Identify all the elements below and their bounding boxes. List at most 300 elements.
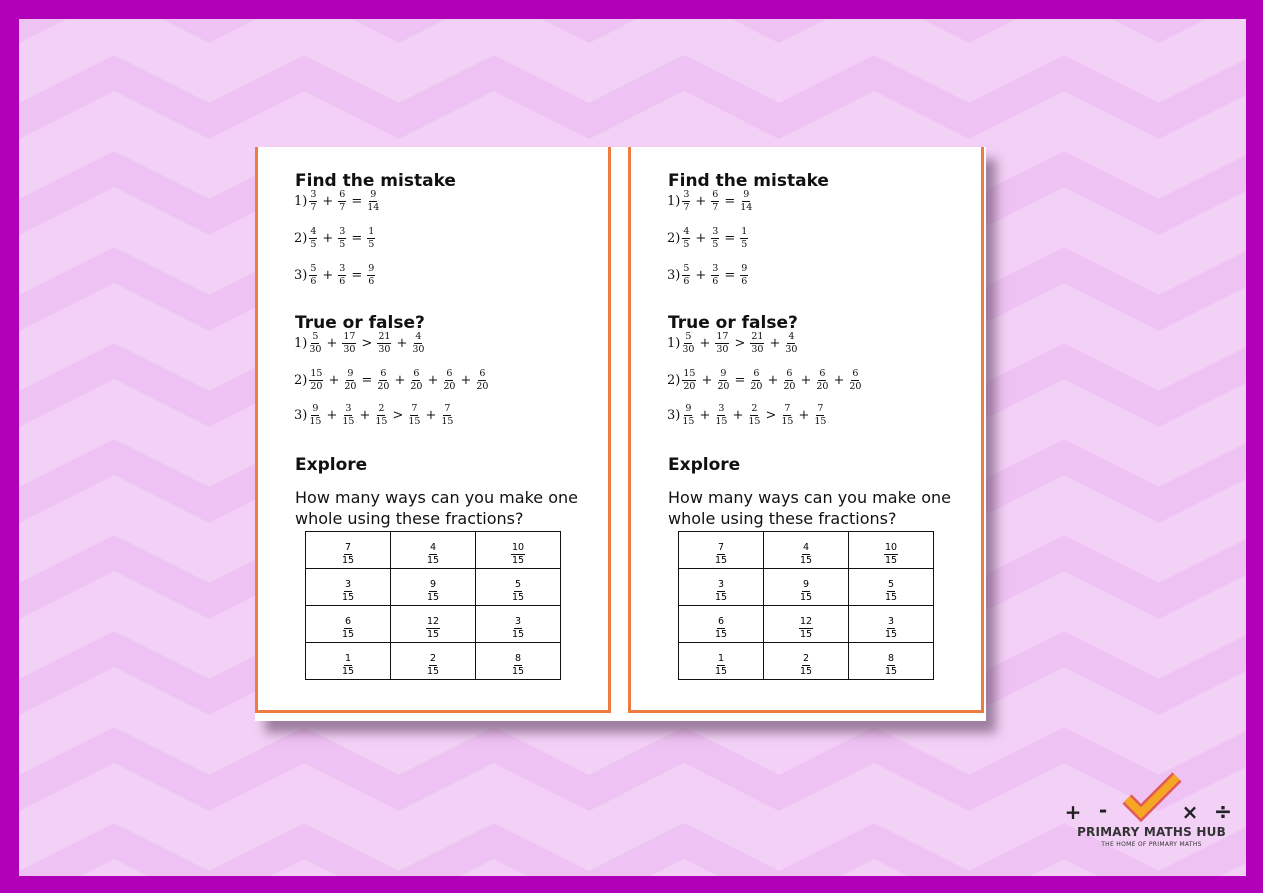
fraction-denominator: 15	[714, 665, 728, 677]
fraction-denominator: 5	[339, 239, 346, 250]
fraction-numerator: 1	[368, 226, 375, 237]
fraction-denominator: 20	[476, 381, 489, 392]
fraction	[715, 617, 727, 640]
grid-cell	[306, 569, 391, 606]
fraction-denominator: 15	[341, 554, 355, 566]
fraction-denominator: 20	[443, 381, 456, 392]
grid-row	[306, 532, 561, 569]
true-false-problem	[667, 332, 799, 355]
fraction-denominator: 20	[683, 381, 696, 392]
fraction	[427, 654, 439, 677]
find-mistake-problem	[667, 190, 754, 213]
fraction	[511, 543, 525, 566]
true-false-problem	[294, 369, 490, 392]
fraction-numerator: 2	[802, 652, 810, 664]
fraction	[800, 580, 812, 603]
fraction	[410, 369, 422, 392]
fraction-grid	[678, 531, 934, 680]
fraction-numerator: 6	[479, 368, 486, 379]
fraction	[309, 332, 321, 355]
fraction-denominator: 5	[310, 239, 317, 250]
fraction	[342, 332, 356, 355]
operator: +	[699, 336, 711, 351]
fraction-denominator: 15	[799, 554, 813, 566]
fraction-denominator: 15	[799, 628, 813, 640]
grid-cell	[849, 606, 934, 643]
fraction-grid	[305, 531, 561, 680]
fraction-numerator: 9	[743, 189, 750, 200]
fraction-numerator: 9	[429, 578, 437, 590]
explore-question: How many ways can you make one whole using these fractions?	[295, 488, 578, 528]
fraction-numerator: 3	[718, 403, 725, 414]
fraction	[715, 654, 727, 677]
fraction	[344, 369, 356, 392]
fraction-numerator: 5	[312, 331, 319, 342]
fraction-denominator: 7	[683, 202, 690, 213]
fraction	[342, 580, 354, 603]
fraction-numerator: 3	[712, 226, 719, 237]
fraction-numerator: 5	[683, 263, 690, 274]
fraction-numerator: 2	[429, 652, 437, 664]
fraction-denominator: 15	[426, 554, 440, 566]
grid-cell	[476, 532, 561, 569]
problem-number: 2)	[294, 231, 308, 246]
true-false-problem	[667, 369, 863, 392]
fraction-denominator: 15	[426, 591, 440, 603]
operator: +	[328, 373, 340, 388]
fraction-numerator: 17	[716, 331, 729, 342]
fraction-denominator: 20	[344, 381, 357, 392]
operator: +	[833, 373, 845, 388]
find-mistake-problem	[294, 227, 377, 250]
fraction	[342, 543, 354, 566]
fraction-numerator: 12	[799, 615, 813, 627]
find-mistake-problem	[667, 264, 750, 287]
grid-cell	[476, 643, 561, 680]
fraction	[785, 332, 797, 355]
grid-cell	[764, 532, 849, 569]
fraction	[885, 580, 897, 603]
fraction-numerator: 4	[683, 226, 690, 237]
explore-question: How many ways can you make one whole using these fractions?	[668, 488, 951, 528]
operator: =	[734, 373, 746, 388]
problem-number: 3)	[294, 408, 308, 423]
fraction-denominator: 15	[375, 416, 388, 427]
fraction-denominator: 30	[785, 344, 798, 355]
fraction	[338, 190, 346, 213]
fraction-numerator: 9	[802, 578, 810, 590]
true-false-problem	[294, 332, 426, 355]
worksheet-panel-left	[255, 147, 611, 713]
fraction-numerator: 4	[310, 226, 317, 237]
operator: =	[351, 231, 363, 246]
explore-heading: Explore	[295, 455, 368, 475]
fraction-numerator: 3	[514, 615, 522, 627]
fraction-denominator: 14	[740, 202, 753, 213]
grid-row	[679, 606, 934, 643]
fraction-numerator: 6	[344, 615, 352, 627]
fraction-numerator: 3	[339, 263, 346, 274]
fraction-numerator: 6	[786, 368, 793, 379]
fraction-denominator: 15	[309, 416, 322, 427]
chevron-background	[19, 19, 1246, 876]
fraction	[799, 617, 813, 640]
true-false-heading: True or false?	[295, 313, 425, 333]
grid-cell	[679, 643, 764, 680]
fraction	[682, 227, 690, 250]
fraction-denominator: 30	[343, 344, 356, 355]
fraction-numerator: 6	[413, 368, 420, 379]
fraction	[427, 580, 439, 603]
fraction-denominator: 15	[714, 628, 728, 640]
fraction-numerator: 6	[380, 368, 387, 379]
operator: >	[361, 336, 373, 351]
fraction	[715, 580, 727, 603]
fraction	[682, 404, 694, 427]
fraction-numerator: 7	[411, 403, 418, 414]
worksheet-preview	[255, 147, 986, 721]
operator: =	[724, 268, 736, 283]
fraction-denominator: 15	[799, 665, 813, 677]
fraction	[342, 654, 354, 677]
fraction-numerator: 9	[685, 403, 692, 414]
fraction	[781, 404, 793, 427]
true-false-problem	[667, 404, 828, 427]
fraction-denominator: 14	[367, 202, 380, 213]
fraction-denominator: 20	[816, 381, 829, 392]
fraction-numerator: 17	[343, 331, 356, 342]
fraction-denominator: 20	[849, 381, 862, 392]
fraction	[408, 404, 420, 427]
find-mistake-problem	[294, 190, 381, 213]
problem-number: 1)	[667, 336, 681, 351]
grid-cell	[679, 569, 764, 606]
grid-cell	[476, 606, 561, 643]
fraction	[800, 543, 812, 566]
operator: +	[322, 231, 334, 246]
fraction-denominator: 15	[884, 554, 898, 566]
fraction-denominator: 5	[741, 239, 748, 250]
fraction-numerator: 5	[685, 331, 692, 342]
fraction-numerator: 6	[339, 189, 346, 200]
fraction	[476, 369, 488, 392]
fraction-numerator: 7	[784, 403, 791, 414]
fraction-denominator: 20	[377, 381, 390, 392]
grid-row	[306, 606, 561, 643]
fraction	[849, 369, 861, 392]
problem-number: 2)	[667, 231, 681, 246]
fraction	[309, 227, 317, 250]
fraction-denominator: 20	[783, 381, 796, 392]
fraction-denominator: 15	[884, 628, 898, 640]
operator: +	[326, 408, 338, 423]
fraction-denominator: 15	[511, 591, 525, 603]
operator: +	[732, 408, 744, 423]
operator: +	[695, 268, 707, 283]
fraction-numerator: 6	[819, 368, 826, 379]
fraction-denominator: 20	[717, 381, 730, 392]
fraction-denominator: 15	[715, 416, 728, 427]
operator: >	[765, 408, 777, 423]
fraction	[740, 264, 748, 287]
fraction-numerator: 5	[310, 263, 317, 274]
operator: >	[392, 408, 404, 423]
fraction	[377, 369, 389, 392]
fraction-numerator: 9	[720, 368, 727, 379]
operator: +	[701, 373, 713, 388]
grid-cell	[764, 643, 849, 680]
fraction-numerator: 15	[683, 368, 696, 379]
primary-maths-hub-logo	[1059, 769, 1244, 854]
fraction	[512, 654, 524, 677]
explore-heading: Explore	[668, 455, 741, 475]
fraction-denominator: 30	[378, 344, 391, 355]
chevron-stripe	[19, 55, 1246, 139]
fraction-denominator: 15	[342, 416, 355, 427]
fraction-numerator: 1	[717, 652, 725, 664]
grid-cell	[391, 606, 476, 643]
grid-cell	[391, 569, 476, 606]
fraction	[375, 404, 387, 427]
fraction-denominator: 20	[750, 381, 763, 392]
fraction-denominator: 15	[714, 591, 728, 603]
fraction-denominator: 15	[341, 665, 355, 677]
operator: +	[769, 336, 781, 351]
fraction	[426, 617, 440, 640]
divide-icon: ÷	[1213, 800, 1233, 824]
fraction-numerator: 8	[887, 652, 895, 664]
operator: +	[695, 231, 707, 246]
fraction	[443, 369, 455, 392]
operator: >	[734, 336, 746, 351]
problem-number: 3)	[667, 268, 681, 283]
operator: =	[724, 231, 736, 246]
fraction-numerator: 6	[712, 189, 719, 200]
fraction-denominator: 5	[368, 239, 375, 250]
operator: +	[798, 408, 810, 423]
fraction-numerator: 9	[312, 403, 319, 414]
fraction-numerator: 4	[802, 541, 810, 553]
problem-number: 3)	[667, 408, 681, 423]
grid-cell	[391, 643, 476, 680]
fraction-denominator: 6	[741, 276, 748, 287]
fraction	[682, 264, 690, 287]
fraction	[717, 369, 729, 392]
find-mistake-heading: Find the mistake	[295, 171, 456, 191]
fraction-denominator: 6	[339, 276, 346, 287]
operator: +	[322, 268, 334, 283]
times-icon: ×	[1181, 800, 1199, 824]
fraction	[412, 332, 424, 355]
fraction	[885, 654, 897, 677]
fraction-numerator: 3	[887, 615, 895, 627]
fraction-numerator: 3	[717, 578, 725, 590]
operator: =	[351, 268, 363, 283]
fraction-denominator: 15	[748, 416, 761, 427]
fraction-denominator: 15	[682, 416, 695, 427]
operator: =	[724, 194, 736, 209]
fraction-numerator: 5	[887, 578, 895, 590]
problem-number: 3)	[294, 268, 308, 283]
minus-icon: -	[1098, 798, 1108, 822]
grid-cell	[679, 532, 764, 569]
fraction	[885, 617, 897, 640]
fraction	[748, 404, 760, 427]
problem-number: 1)	[294, 336, 308, 351]
fraction-numerator: 2	[751, 403, 758, 414]
fraction-numerator: 3	[683, 189, 690, 200]
fraction	[814, 404, 826, 427]
fraction-denominator: 30	[412, 344, 425, 355]
operator: +	[427, 373, 439, 388]
grid-cell	[306, 532, 391, 569]
true-false-problem	[294, 404, 455, 427]
grid-cell	[849, 569, 934, 606]
fraction-numerator: 4	[415, 331, 422, 342]
fraction-denominator: 6	[310, 276, 317, 287]
fraction	[309, 264, 317, 287]
operator: =	[361, 373, 373, 388]
fraction-denominator: 15	[799, 591, 813, 603]
fraction	[309, 404, 321, 427]
fraction-numerator: 6	[717, 615, 725, 627]
operator: +	[699, 408, 711, 423]
fraction	[309, 190, 317, 213]
grid-row	[679, 643, 934, 680]
operator: +	[695, 194, 707, 209]
fraction-numerator: 4	[429, 541, 437, 553]
fraction	[342, 404, 354, 427]
fraction-numerator: 3	[310, 189, 317, 200]
grid-cell	[849, 532, 934, 569]
fraction	[338, 264, 346, 287]
fraction-denominator: 30	[716, 344, 729, 355]
fraction-numerator: 15	[310, 368, 323, 379]
fraction-numerator: 10	[511, 541, 525, 553]
fraction	[309, 369, 323, 392]
operator: +	[800, 373, 812, 388]
fraction-denominator: 15	[511, 554, 525, 566]
fraction-numerator: 3	[344, 578, 352, 590]
fraction-numerator: 2	[378, 403, 385, 414]
grid-row	[679, 532, 934, 569]
grid-cell	[476, 569, 561, 606]
grid-cell	[849, 643, 934, 680]
find-mistake-problem	[294, 264, 377, 287]
plus-icon: +	[1064, 800, 1082, 824]
fraction-numerator: 21	[378, 331, 391, 342]
fraction	[783, 369, 795, 392]
fraction-denominator: 15	[884, 591, 898, 603]
operator: +	[322, 194, 334, 209]
grid-row	[306, 643, 561, 680]
fraction-denominator: 6	[368, 276, 375, 287]
grid-cell	[764, 569, 849, 606]
grid-cell	[391, 532, 476, 569]
operator: =	[351, 194, 363, 209]
worksheet-panel-right	[628, 147, 984, 713]
find-mistake-heading: Find the mistake	[668, 171, 829, 191]
fraction-denominator: 15	[426, 665, 440, 677]
fraction-denominator: 6	[712, 276, 719, 287]
fraction	[367, 227, 375, 250]
fraction-denominator: 15	[441, 416, 454, 427]
fraction-numerator: 5	[514, 578, 522, 590]
fraction-numerator: 10	[884, 541, 898, 553]
fraction-denominator: 5	[683, 239, 690, 250]
operator: +	[326, 336, 338, 351]
fraction-denominator: 5	[712, 239, 719, 250]
fraction-denominator: 30	[309, 344, 322, 355]
fraction-denominator: 7	[310, 202, 317, 213]
fraction-numerator: 7	[344, 541, 352, 553]
fraction-numerator: 21	[751, 331, 764, 342]
fraction-numerator: 7	[444, 403, 451, 414]
operator: +	[425, 408, 437, 423]
fraction-numerator: 7	[817, 403, 824, 414]
fraction-denominator: 15	[781, 416, 794, 427]
fraction-numerator: 9	[370, 189, 377, 200]
fraction-numerator: 6	[446, 368, 453, 379]
operator: +	[460, 373, 472, 388]
problem-number: 1)	[667, 194, 681, 209]
fraction-denominator: 15	[511, 665, 525, 677]
fraction-denominator: 7	[339, 202, 346, 213]
fraction-numerator: 8	[514, 652, 522, 664]
fraction-denominator: 15	[714, 554, 728, 566]
fraction	[711, 190, 719, 213]
fraction	[338, 227, 346, 250]
fraction-numerator: 9	[347, 368, 354, 379]
fraction-numerator: 1	[344, 652, 352, 664]
fraction	[750, 369, 762, 392]
fraction-numerator: 4	[788, 331, 795, 342]
fraction	[750, 332, 764, 355]
fraction	[342, 617, 354, 640]
fraction	[715, 543, 727, 566]
fraction	[740, 227, 748, 250]
fraction-denominator: 20	[410, 381, 423, 392]
fraction-denominator: 30	[682, 344, 695, 355]
fraction	[711, 264, 719, 287]
problem-number: 1)	[294, 194, 308, 209]
fraction-numerator: 9	[741, 263, 748, 274]
fraction	[715, 332, 729, 355]
fraction	[512, 617, 524, 640]
fraction-denominator: 6	[683, 276, 690, 287]
fraction-denominator: 30	[751, 344, 764, 355]
fraction-denominator: 15	[426, 628, 440, 640]
fraction	[377, 332, 391, 355]
fraction-numerator: 1	[741, 226, 748, 237]
fraction	[367, 190, 379, 213]
grid-cell	[306, 643, 391, 680]
fraction-denominator: 15	[511, 628, 525, 640]
fraction-numerator: 3	[712, 263, 719, 274]
logo-subtitle: THE HOME OF PRIMARY MATHS	[1101, 841, 1202, 848]
fraction	[715, 404, 727, 427]
fraction	[512, 580, 524, 603]
fraction	[682, 190, 690, 213]
grid-cell	[764, 606, 849, 643]
fraction-denominator: 20	[310, 381, 323, 392]
fraction	[711, 227, 719, 250]
grid-row	[306, 569, 561, 606]
fraction-numerator: 6	[852, 368, 859, 379]
fraction-numerator: 12	[426, 615, 440, 627]
fraction-numerator: 3	[345, 403, 352, 414]
fraction	[682, 369, 696, 392]
